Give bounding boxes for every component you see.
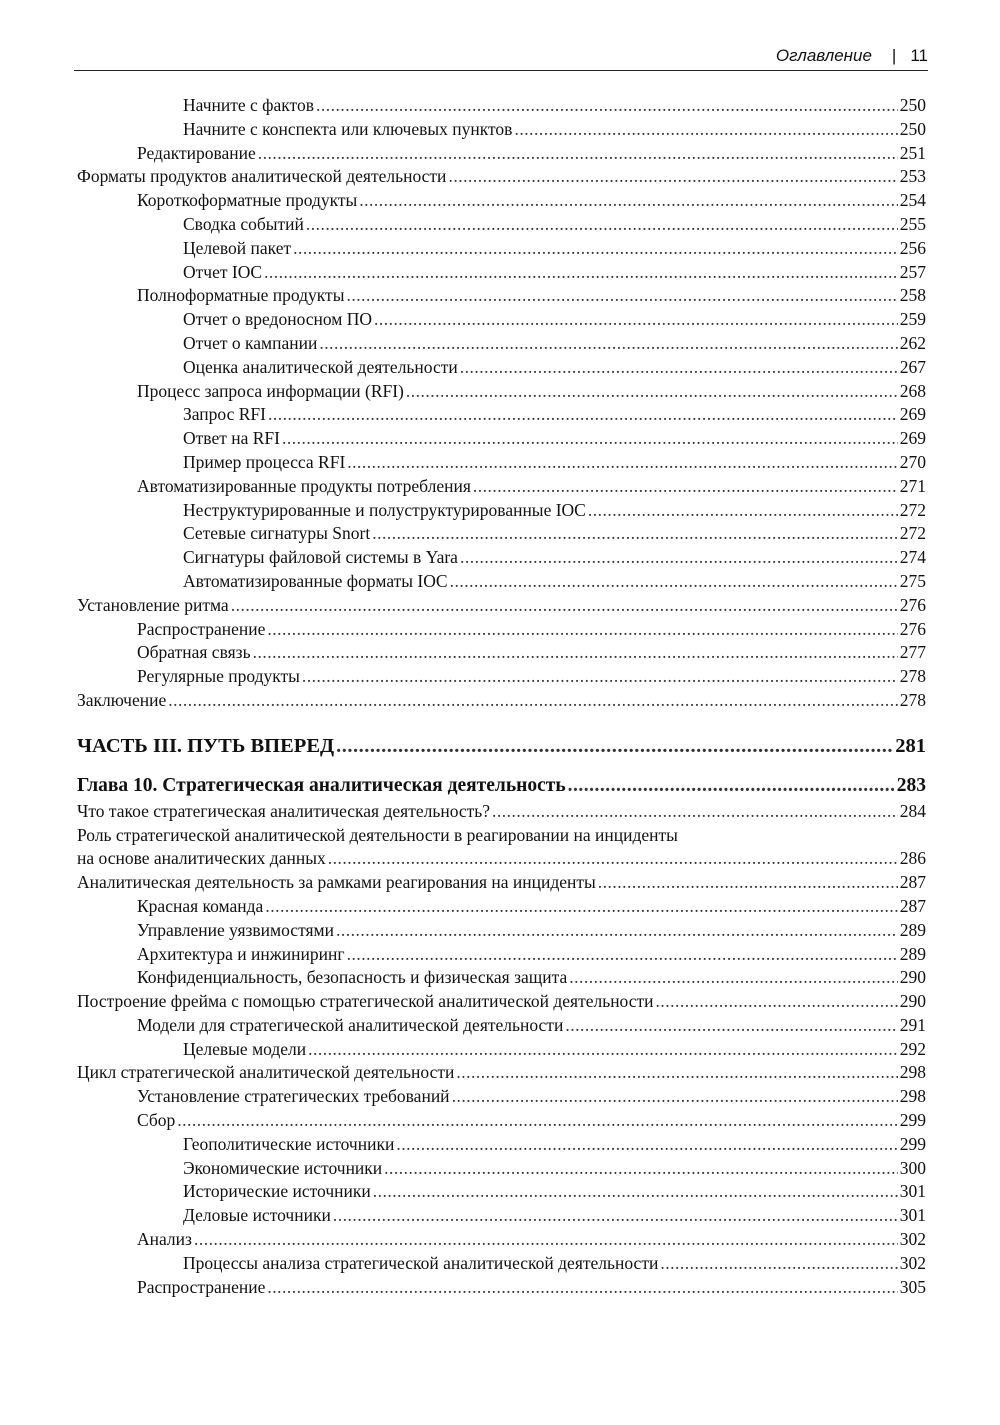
toc-entry-page: 272 — [899, 499, 926, 520]
toc-entry-page: 259 — [899, 309, 926, 330]
toc-entry[interactable] — [77, 165, 926, 189]
toc-entry[interactable] — [77, 1276, 926, 1300]
header-rule — [74, 70, 928, 71]
toc-entry-title: Полноформатные продукты — [137, 285, 345, 306]
toc-entry[interactable] — [77, 356, 926, 380]
toc-entry-page: 289 — [899, 943, 926, 964]
toc-dot-leader — [231, 594, 898, 618]
toc-entry[interactable] — [77, 800, 926, 824]
toc-entry-title: Обратная связь — [137, 642, 251, 663]
toc-entry-page: 299 — [899, 1110, 926, 1131]
toc-entry-page: 292 — [899, 1038, 926, 1059]
toc-dot-leader — [406, 380, 898, 404]
toc-dot-leader — [460, 356, 898, 380]
toc-entry[interactable] — [77, 308, 926, 332]
toc-section-part2-tail — [77, 94, 926, 713]
toc-chapter-title: Глава 10. Стратегическая аналитическая деятельность — [77, 774, 566, 796]
toc-dot-leader — [656, 990, 898, 1014]
toc-chapter-page: 283 — [896, 774, 926, 796]
toc-dot-leader — [450, 570, 898, 594]
toc-entry[interactable] — [77, 475, 926, 499]
toc-entry[interactable] — [77, 213, 926, 237]
table-of-contents — [77, 94, 926, 1299]
toc-part-page: 281 — [895, 734, 926, 757]
toc-entry-page: 278 — [899, 666, 926, 687]
toc-entry-title: Процесс запроса информации (RFI) — [137, 380, 404, 401]
toc-dot-leader — [293, 237, 898, 261]
toc-entry-title: Запрос RFI — [183, 404, 266, 425]
toc-entry-title-line1: Роль стратегической аналитической деятельности в реагировании на инциденты — [77, 824, 678, 845]
toc-entry[interactable] — [77, 94, 926, 118]
toc-dot-leader — [588, 499, 898, 523]
toc-entry[interactable] — [77, 1014, 926, 1038]
toc-entry[interactable] — [77, 594, 926, 618]
toc-entry-page: 272 — [899, 523, 926, 544]
toc-entry[interactable] — [77, 403, 926, 427]
toc-entry-title: Пример процесса RFI — [183, 451, 346, 472]
toc-dot-leader — [306, 213, 898, 237]
toc-dot-leader — [384, 1157, 898, 1181]
toc-entry-title: Регулярные продукты — [137, 666, 300, 687]
toc-entry[interactable] — [77, 871, 926, 895]
toc-dot-leader — [492, 800, 898, 824]
toc-dot-leader — [565, 1014, 897, 1038]
header-section-title: Оглавление — [775, 46, 872, 65]
toc-entry-page: 287 — [899, 895, 926, 916]
toc-entry-title: Построение фрейма с помощью стратегической аналитической деятельности — [77, 991, 654, 1012]
toc-entry-title: Анализ — [137, 1229, 192, 1250]
header-page-number: 11 — [910, 46, 928, 65]
toc-dot-leader — [448, 165, 897, 189]
toc-section-chapter10 — [77, 800, 926, 1300]
toc-entry[interactable] — [77, 1133, 926, 1157]
toc-entry[interactable] — [77, 332, 926, 356]
toc-entry-page: 250 — [899, 95, 926, 115]
toc-entry-title: Сбор — [137, 1110, 176, 1131]
toc-entry-page: 250 — [899, 118, 926, 139]
toc-entry-page: 302 — [899, 1252, 926, 1273]
toc-dot-leader — [346, 284, 897, 308]
toc-entry-page: 267 — [899, 356, 926, 377]
toc-entry-title: Отчет IOC — [183, 261, 263, 282]
toc-entry-title: Форматы продуктов аналитической деятельности — [77, 166, 447, 187]
toc-entry[interactable] — [77, 1228, 926, 1252]
toc-entry-title: Распространение — [137, 1276, 266, 1297]
toc-entry-title: Целевой пакет — [183, 237, 292, 258]
toc-entry-title: Целевые модели — [183, 1038, 307, 1059]
toc-dot-leader — [598, 871, 898, 895]
toc-entry-page: 289 — [899, 919, 926, 940]
toc-entry-title: Что такое стратегическая аналитическая деятельность? — [77, 800, 491, 821]
toc-entry-title: Сетевые сигнатуры Snort — [183, 523, 371, 544]
toc-entry[interactable] — [77, 1204, 926, 1228]
toc-entry-page: 277 — [899, 642, 926, 663]
toc-entry[interactable] — [77, 824, 926, 872]
toc-entry-page: 290 — [899, 991, 926, 1012]
toc-entry-page: 251 — [899, 142, 926, 163]
toc-entry-title: Неструктурированные и полуструктурированные IOC — [183, 499, 586, 520]
toc-dot-leader — [302, 665, 898, 689]
toc-dot-leader — [194, 1228, 898, 1252]
toc-entry-page: 253 — [899, 166, 926, 187]
toc-entry-title: Исторические источники — [183, 1181, 371, 1202]
toc-dot-leader — [372, 522, 898, 546]
toc-entry-title-line2: на основе аналитических данных — [77, 848, 326, 869]
toc-dot-leader — [456, 1061, 897, 1085]
toc-entry-title: Управление уязвимостями — [137, 919, 334, 940]
toc-entry-page: 290 — [899, 967, 926, 988]
toc-dot-leader — [282, 427, 898, 451]
toc-entry-page: 300 — [899, 1157, 926, 1178]
toc-dot-leader — [336, 919, 898, 943]
toc-entry[interactable] — [77, 943, 926, 967]
toc-entry-page: 278 — [899, 689, 926, 710]
toc-chapter-entry[interactable] — [77, 772, 926, 800]
toc-entry[interactable] — [77, 1061, 926, 1085]
toc-entry[interactable] — [77, 1109, 926, 1133]
header-separator: | — [891, 46, 897, 65]
toc-entry-page: 275 — [899, 570, 926, 591]
toc-entry-title: Установление стратегических требований — [137, 1086, 450, 1107]
toc-entry-title: Деловые источники — [183, 1205, 331, 1226]
toc-part-title: ЧАСТЬ III. ПУТЬ ВПЕРЕД — [77, 734, 335, 757]
toc-entry-title: Установление ритма — [77, 594, 229, 615]
toc-dot-leader — [267, 618, 897, 642]
toc-entry[interactable] — [77, 284, 926, 308]
toc-entry-page: 262 — [899, 332, 926, 353]
toc-entry-page: 270 — [899, 451, 926, 472]
toc-entry-title: Аналитическая деятельность за рамками реагирования на инциденты — [77, 872, 596, 893]
toc-entry-title: Распространение — [137, 618, 266, 639]
toc-dot-leader — [568, 772, 895, 800]
toc-entry-title: Автоматизированные продукты потребления — [137, 475, 471, 496]
toc-entry[interactable] — [77, 451, 926, 475]
toc-entry[interactable] — [77, 522, 926, 546]
toc-dot-leader — [514, 118, 897, 142]
toc-entry-page: 301 — [899, 1181, 926, 1202]
toc-entry[interactable] — [77, 966, 926, 990]
toc-entry-title: Геополитические источники — [183, 1133, 395, 1154]
toc-entry-page: 291 — [899, 1014, 926, 1035]
toc-entry-title: Модели для стратегической аналитической деятельности — [137, 1014, 564, 1035]
toc-entry-page: 298 — [899, 1086, 926, 1107]
toc-dot-leader — [177, 1109, 897, 1133]
toc-part-entry[interactable] — [77, 731, 926, 761]
toc-entry-page: 301 — [899, 1205, 926, 1226]
toc-entry-title: Короткоформатные продукты — [137, 190, 358, 211]
toc-dot-leader — [308, 1038, 898, 1062]
toc-entry-title: Конфиденциальность, безопасность и физическая защита — [137, 967, 568, 988]
toc-entry-page: 257 — [899, 261, 926, 282]
running-header — [74, 44, 928, 68]
toc-entry[interactable] — [77, 1157, 926, 1181]
toc-entry-title: Отчет о вредоносном ПО — [183, 309, 373, 330]
toc-dot-leader — [452, 1085, 898, 1109]
toc-dot-leader — [336, 731, 893, 761]
toc-dot-leader — [460, 546, 898, 570]
toc-entry-page: 276 — [899, 618, 926, 639]
toc-entry-title: Автоматизированные форматы IOC — [183, 570, 448, 591]
toc-dot-leader — [396, 1133, 897, 1157]
toc-entry[interactable] — [77, 1252, 926, 1276]
toc-entry[interactable] — [77, 1038, 926, 1062]
toc-dot-leader — [267, 1276, 897, 1300]
toc-entry[interactable] — [77, 1180, 926, 1204]
toc-entry[interactable] — [77, 380, 926, 404]
toc-entry-page: 276 — [899, 594, 926, 615]
toc-dot-leader — [328, 847, 898, 871]
toc-entry-title: Начните с фактов — [183, 95, 314, 115]
toc-entry-title: Редактирование — [137, 142, 256, 163]
toc-dot-leader — [473, 475, 898, 499]
toc-entry-title: Ответ на RFI — [183, 428, 280, 449]
toc-entry[interactable] — [77, 118, 926, 142]
toc-entry[interactable] — [77, 261, 926, 285]
toc-entry-title: Отчет о кампании — [183, 332, 318, 353]
toc-dot-leader — [316, 94, 898, 118]
toc-entry-title: Заключение — [77, 689, 167, 710]
toc-dot-leader — [373, 1180, 898, 1204]
toc-dot-leader — [359, 189, 897, 213]
toc-entry-title: Начните с конспекта или ключевых пунктов — [183, 118, 513, 139]
toc-entry-title: Экономические источники — [183, 1157, 383, 1178]
toc-dot-leader — [168, 689, 898, 713]
toc-entry-page: 271 — [899, 475, 926, 496]
toc-entry-page: 268 — [899, 380, 926, 401]
toc-entry-title: Цикл стратегической аналитической деятельности — [77, 1062, 455, 1083]
toc-entry[interactable] — [77, 570, 926, 594]
toc-entry-page: 256 — [899, 237, 926, 258]
toc-entry-line2 — [77, 847, 926, 871]
toc-entry-page: 255 — [899, 213, 926, 234]
toc-entry-title: Оценка аналитической деятельности — [183, 356, 458, 377]
toc-entry[interactable] — [77, 1085, 926, 1109]
toc-entry-title: Сигнатуры файловой системы в Yara — [183, 547, 458, 568]
toc-dot-leader — [319, 332, 897, 356]
toc-entry-page: 258 — [899, 285, 926, 306]
toc-entry[interactable] — [77, 665, 926, 689]
toc-entry-page: 254 — [899, 190, 926, 211]
toc-entry[interactable] — [77, 499, 926, 523]
toc-entry-page: 305 — [899, 1276, 926, 1297]
toc-entry-page: 269 — [899, 428, 926, 449]
toc-dot-leader — [264, 261, 898, 285]
toc-entry-page: 299 — [899, 1133, 926, 1154]
toc-dot-leader — [258, 142, 898, 166]
toc-entry-page: 287 — [899, 872, 926, 893]
toc-entry[interactable] — [77, 142, 926, 166]
toc-dot-leader — [268, 403, 898, 427]
toc-dot-leader — [253, 641, 898, 665]
toc-dot-leader — [347, 943, 898, 967]
toc-entry[interactable] — [77, 546, 926, 570]
toc-dot-leader — [265, 895, 897, 919]
toc-entry[interactable] — [77, 689, 926, 713]
toc-dot-leader — [333, 1204, 898, 1228]
toc-entry[interactable] — [77, 919, 926, 943]
toc-entry-page: 298 — [899, 1062, 926, 1083]
toc-entry[interactable] — [77, 895, 926, 919]
toc-entry-page: 269 — [899, 404, 926, 425]
toc-entry[interactable] — [77, 427, 926, 451]
toc-entry-title: Сводка событий — [183, 213, 304, 234]
toc-dot-leader — [569, 966, 898, 990]
toc-entry-page: 284 — [899, 800, 926, 821]
toc-entry[interactable] — [77, 189, 926, 213]
toc-entry-title: Красная команда — [137, 895, 264, 916]
toc-entry[interactable] — [77, 237, 926, 261]
toc-dot-leader — [660, 1252, 897, 1276]
toc-entry-page: 302 — [899, 1229, 926, 1250]
toc-entry[interactable] — [77, 990, 926, 1014]
toc-entry-page: 286 — [899, 848, 926, 869]
toc-entry[interactable] — [77, 641, 926, 665]
toc-entry-page: 274 — [899, 547, 926, 568]
toc-entry-title: Процессы анализа стратегической аналитической деятельности — [183, 1252, 659, 1273]
toc-dot-leader — [374, 308, 898, 332]
toc-dot-leader — [347, 451, 897, 475]
toc-entry-title: Архитектура и инжиниринг — [137, 943, 345, 964]
toc-entry[interactable] — [77, 618, 926, 642]
